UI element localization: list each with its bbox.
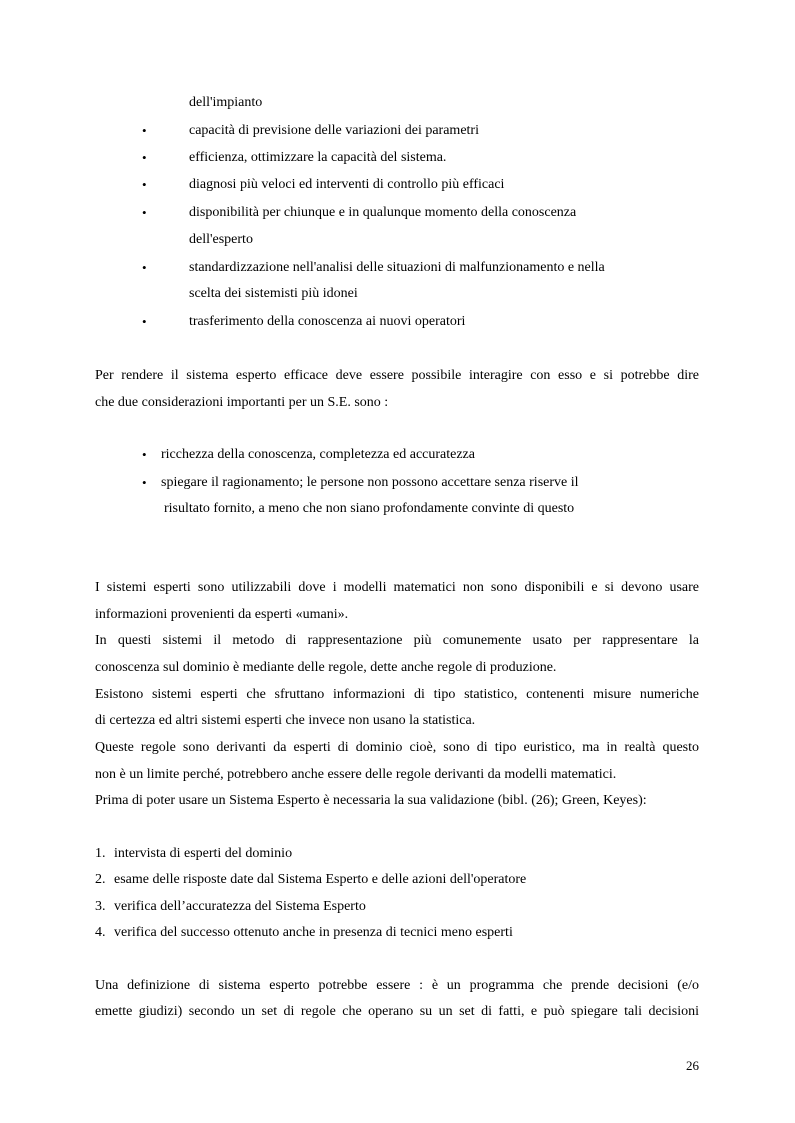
paragraph-line: Queste regole sono derivanti da esperti di dominio cioè, sono di tipo euristico, ma in realtà questo [95,740,699,755]
list-item: verifica del successo ottenuto anche in presenza di tecnici meno esperti [114,925,513,940]
list-item: diagnosi più veloci ed interventi di controllo più efficaci [189,177,505,192]
bullet-icon: • [142,314,147,329]
paragraph-line: di certezza ed altri sistemi esperti che invece non usano la statistica. [95,713,476,728]
bullet-icon: • [142,177,147,192]
list-number: 1. [95,846,106,861]
list-item: esame delle risposte date dal Sistema Esperto e delle azioni dell'operatore [114,872,527,887]
list-number: 2. [95,872,106,887]
paragraph-line: Prima di poter usare un Sistema Esperto è necessaria la sua validazione (bibl. (26); Green, Keyes): [95,793,647,808]
bullet-icon: • [142,205,147,220]
bullet-icon: • [142,260,147,275]
paragraph-line: Per rendere il sistema esperto efficace deve essere possibile interagire con esso e si potrebbe dire [95,368,699,383]
list-item: trasferimento della conoscenza ai nuovi operatori [189,314,466,329]
paragraph-line: informazioni provenienti da esperti «umani». [95,607,349,622]
list-item: capacità di previsione delle variazioni dei parametri [189,123,479,138]
list-item: intervista di esperti del dominio [114,846,293,861]
list-number: 4. [95,925,106,940]
paragraph-line: conoscenza sul dominio è mediante delle regole, dette anche regole di produzione. [95,660,557,675]
paragraph-line: Esistono sistemi esperti che sfruttano informazioni di tipo statistico, contenenti misure numeriche [95,687,699,702]
list-item: spiegare il ragionamento; le persone non possono accettare senza riserve il [161,475,579,490]
list-number: 3. [95,899,106,914]
list-item: efficienza, ottimizzare la capacità del sistema. [189,150,447,165]
paragraph-line: I sistemi esperti sono utilizzabili dove i modelli matematici non sono disponibili e si devono usare [95,580,699,595]
paragraph-line: non è un limite perché, potrebbero anche essere delle regole derivanti da modelli matematici. [95,767,617,782]
bullet-icon: • [142,150,147,165]
list-item: verifica dell’accuratezza del Sistema Esperto [114,899,366,914]
paragraph-line: Una definizione di sistema esperto potrebbe essere : è un programma che prende decisioni (e/o [95,978,699,993]
list-item-continuation: scelta dei sistemisti più idonei [189,286,358,301]
list-item: standardizzazione nell'analisi delle situazioni di malfunzionamento e nella [189,260,605,275]
paragraph-line: In questi sistemi il metodo di rappresentazione più comunemente usato per rappresentare la [95,633,699,648]
list-item: ricchezza della conoscenza, completezza ed accuratezza [161,447,475,462]
page-number: 26 [686,1058,699,1073]
list-continuation: dell'impianto [189,95,263,110]
list-item: disponibilità per chiunque e in qualunque momento della conoscenza [189,205,577,220]
bullet-icon: • [142,447,147,462]
list-item-continuation: dell'esperto [189,232,253,247]
list-item-continuation: risultato fornito, a meno che non siano profondamente convinte di questo [164,501,575,516]
paragraph-line: emette giudizi) secondo un set di regole che operano su un set di fatti, e può spiegare tali decisioni [95,1004,699,1019]
bullet-icon: • [142,123,147,138]
bullet-icon: • [142,475,147,490]
paragraph-line: che due considerazioni importanti per un S.E. sono : [95,395,389,410]
